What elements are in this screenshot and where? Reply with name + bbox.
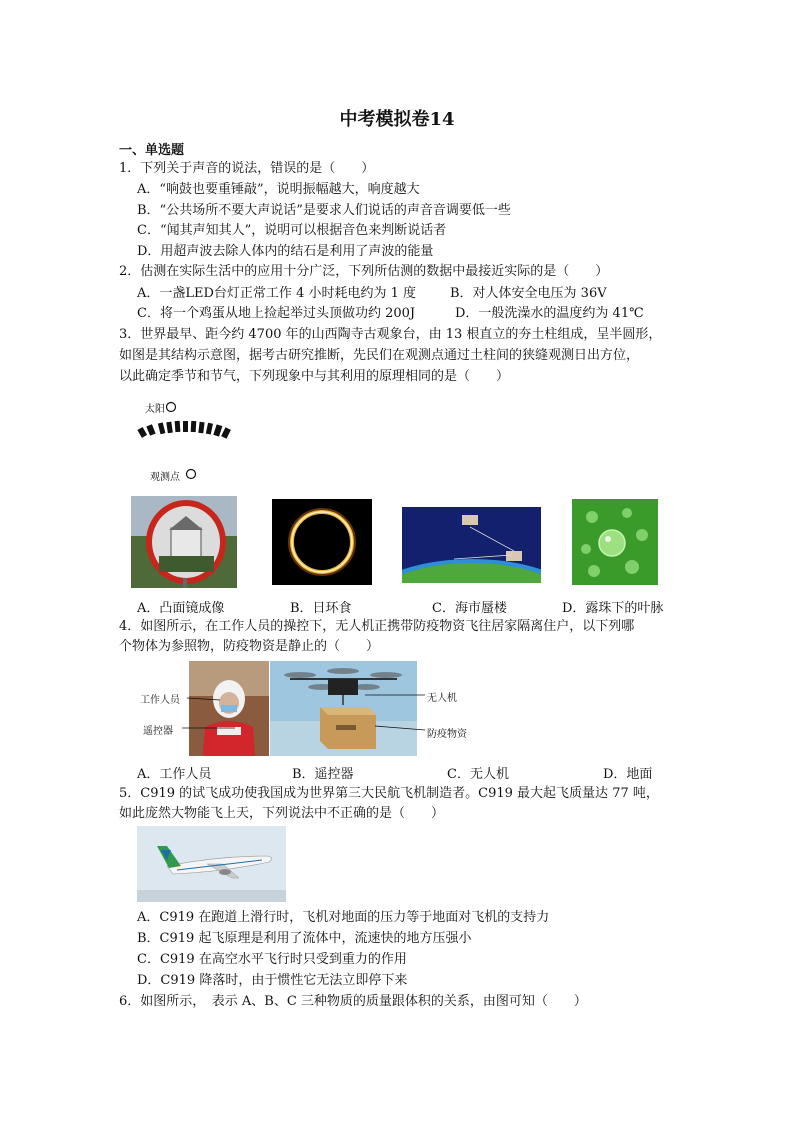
q3-option-c[interactable]: C．海市蜃楼 xyxy=(432,601,507,616)
q5-stem-line1: 5．C919 的试飞成功使我国成为世界第三大民航飞机制造者。C919 最大起飞质量达 77 吨， xyxy=(119,786,659,801)
observer-label: 观测点 xyxy=(150,472,180,483)
mirage-image xyxy=(402,507,541,583)
section-heading: 一、单选题 xyxy=(119,143,185,158)
q4-option-a[interactable]: A．工作人员 xyxy=(137,767,212,782)
page-title: 中考模拟卷14 xyxy=(339,109,455,130)
q1-option-a[interactable]: A．“响鼓也要重锤敲”，说明振幅越大，响度越大 xyxy=(137,182,420,197)
observer-circle-icon xyxy=(184,467,198,481)
q5-option-a[interactable]: A．C919 在跑道上滑行时，飞机对地面的压力等于地面对飞机的支持力 xyxy=(137,910,550,925)
q2-stem: 2．估测在实际生活中的应用十分广泛，下列所估测的数据中最接近实际的是（ ） xyxy=(119,264,609,279)
q4-option-c[interactable]: C．无人机 xyxy=(447,767,509,782)
c919-plane-photo xyxy=(137,826,286,902)
q4-option-b[interactable]: B．遥控器 xyxy=(292,767,354,782)
label-drone: 无人机 xyxy=(427,693,457,704)
sun-circle-icon xyxy=(164,400,178,414)
q3-stem-line2: 如图是其结构示意图，据考古研究推断，先民们在观测点通过土柱间的狭缝观测日出方位， xyxy=(119,348,640,363)
q6-stem: 6．如图所示， 表示 A、B、C 三种物质的质量跟体积的关系，由图可知（ ） xyxy=(119,994,587,1009)
q2-option-c[interactable]: C．将一个鸡蛋从地上捡起举过头顶做功约 200J xyxy=(137,306,416,321)
q1-stem: 1．下列关于声音的说法，错误的是（ ） xyxy=(119,161,375,176)
label-supply: 防疫物资 xyxy=(427,729,467,740)
q5-option-d[interactable]: D．C919 降落时，由于惯性它无法立即停下来 xyxy=(137,973,408,988)
q2-option-b[interactable]: B．对人体安全电压为 36V xyxy=(450,286,607,301)
q3-option-b[interactable]: B．日环食 xyxy=(290,601,352,616)
annular-eclipse-image xyxy=(272,499,372,585)
pillars-diagram xyxy=(135,418,235,450)
q3-stem-line1: 3．世界最早、距今约 4700 年的山西陶寺古观象台，由 13 根直立的夯土柱组成，呈半圆形， xyxy=(119,327,662,342)
q1-option-c[interactable]: C．“闻其声知其人”，说明可以根据音色来判断说话者 xyxy=(137,223,447,238)
sun-label: 太阳 xyxy=(145,404,165,415)
q4-option-d[interactable]: D．地面 xyxy=(603,767,653,782)
convex-mirror-image xyxy=(131,496,237,588)
q5-stem-line2: 如此庞然大物能飞上天，下列说法中不正确的是（ ） xyxy=(119,806,445,821)
q3-option-a[interactable]: A．凸面镜成像 xyxy=(137,601,225,616)
q4-leader-lines xyxy=(160,690,460,740)
label-remote: 遥控器 xyxy=(143,726,173,737)
q4-stem-line2: 个物体为参照物，防疫物资是静止的（ ） xyxy=(119,639,380,654)
dewdrop-leaf-image xyxy=(572,499,658,585)
q1-option-b[interactable]: B．“公共场所不要大声说话”是要求人们说话的声音音调要低一些 xyxy=(137,203,511,218)
q2-option-d[interactable]: D．一般洗澡水的温度约为 41℃ xyxy=(455,306,644,321)
q1-option-d[interactable]: D．用超声波去除人体内的结石是利用了声波的能量 xyxy=(137,244,434,259)
q5-option-c[interactable]: C．C919 在高空水平飞行时只受到重力的作用 xyxy=(137,952,407,967)
q3-option-d[interactable]: D．露珠下的叶脉 xyxy=(562,601,664,616)
label-worker: 工作人员 xyxy=(140,695,180,706)
q5-option-b[interactable]: B．C919 起飞原理是利用了流体中，流速快的地方压强小 xyxy=(137,931,472,946)
q2-option-a[interactable]: A．一盏LED台灯正常工作 4 小时耗电约为 1 度 xyxy=(137,286,417,301)
q3-stem-line3: 以此确定季节和节气，下列现象中与其利用的原理相同的是（ ） xyxy=(119,369,510,384)
q4-stem-line1: 4．如图所示，在工作人员的操控下，无人机正携带防疫物资飞往居家隔离住户，以下列哪 xyxy=(119,619,635,634)
